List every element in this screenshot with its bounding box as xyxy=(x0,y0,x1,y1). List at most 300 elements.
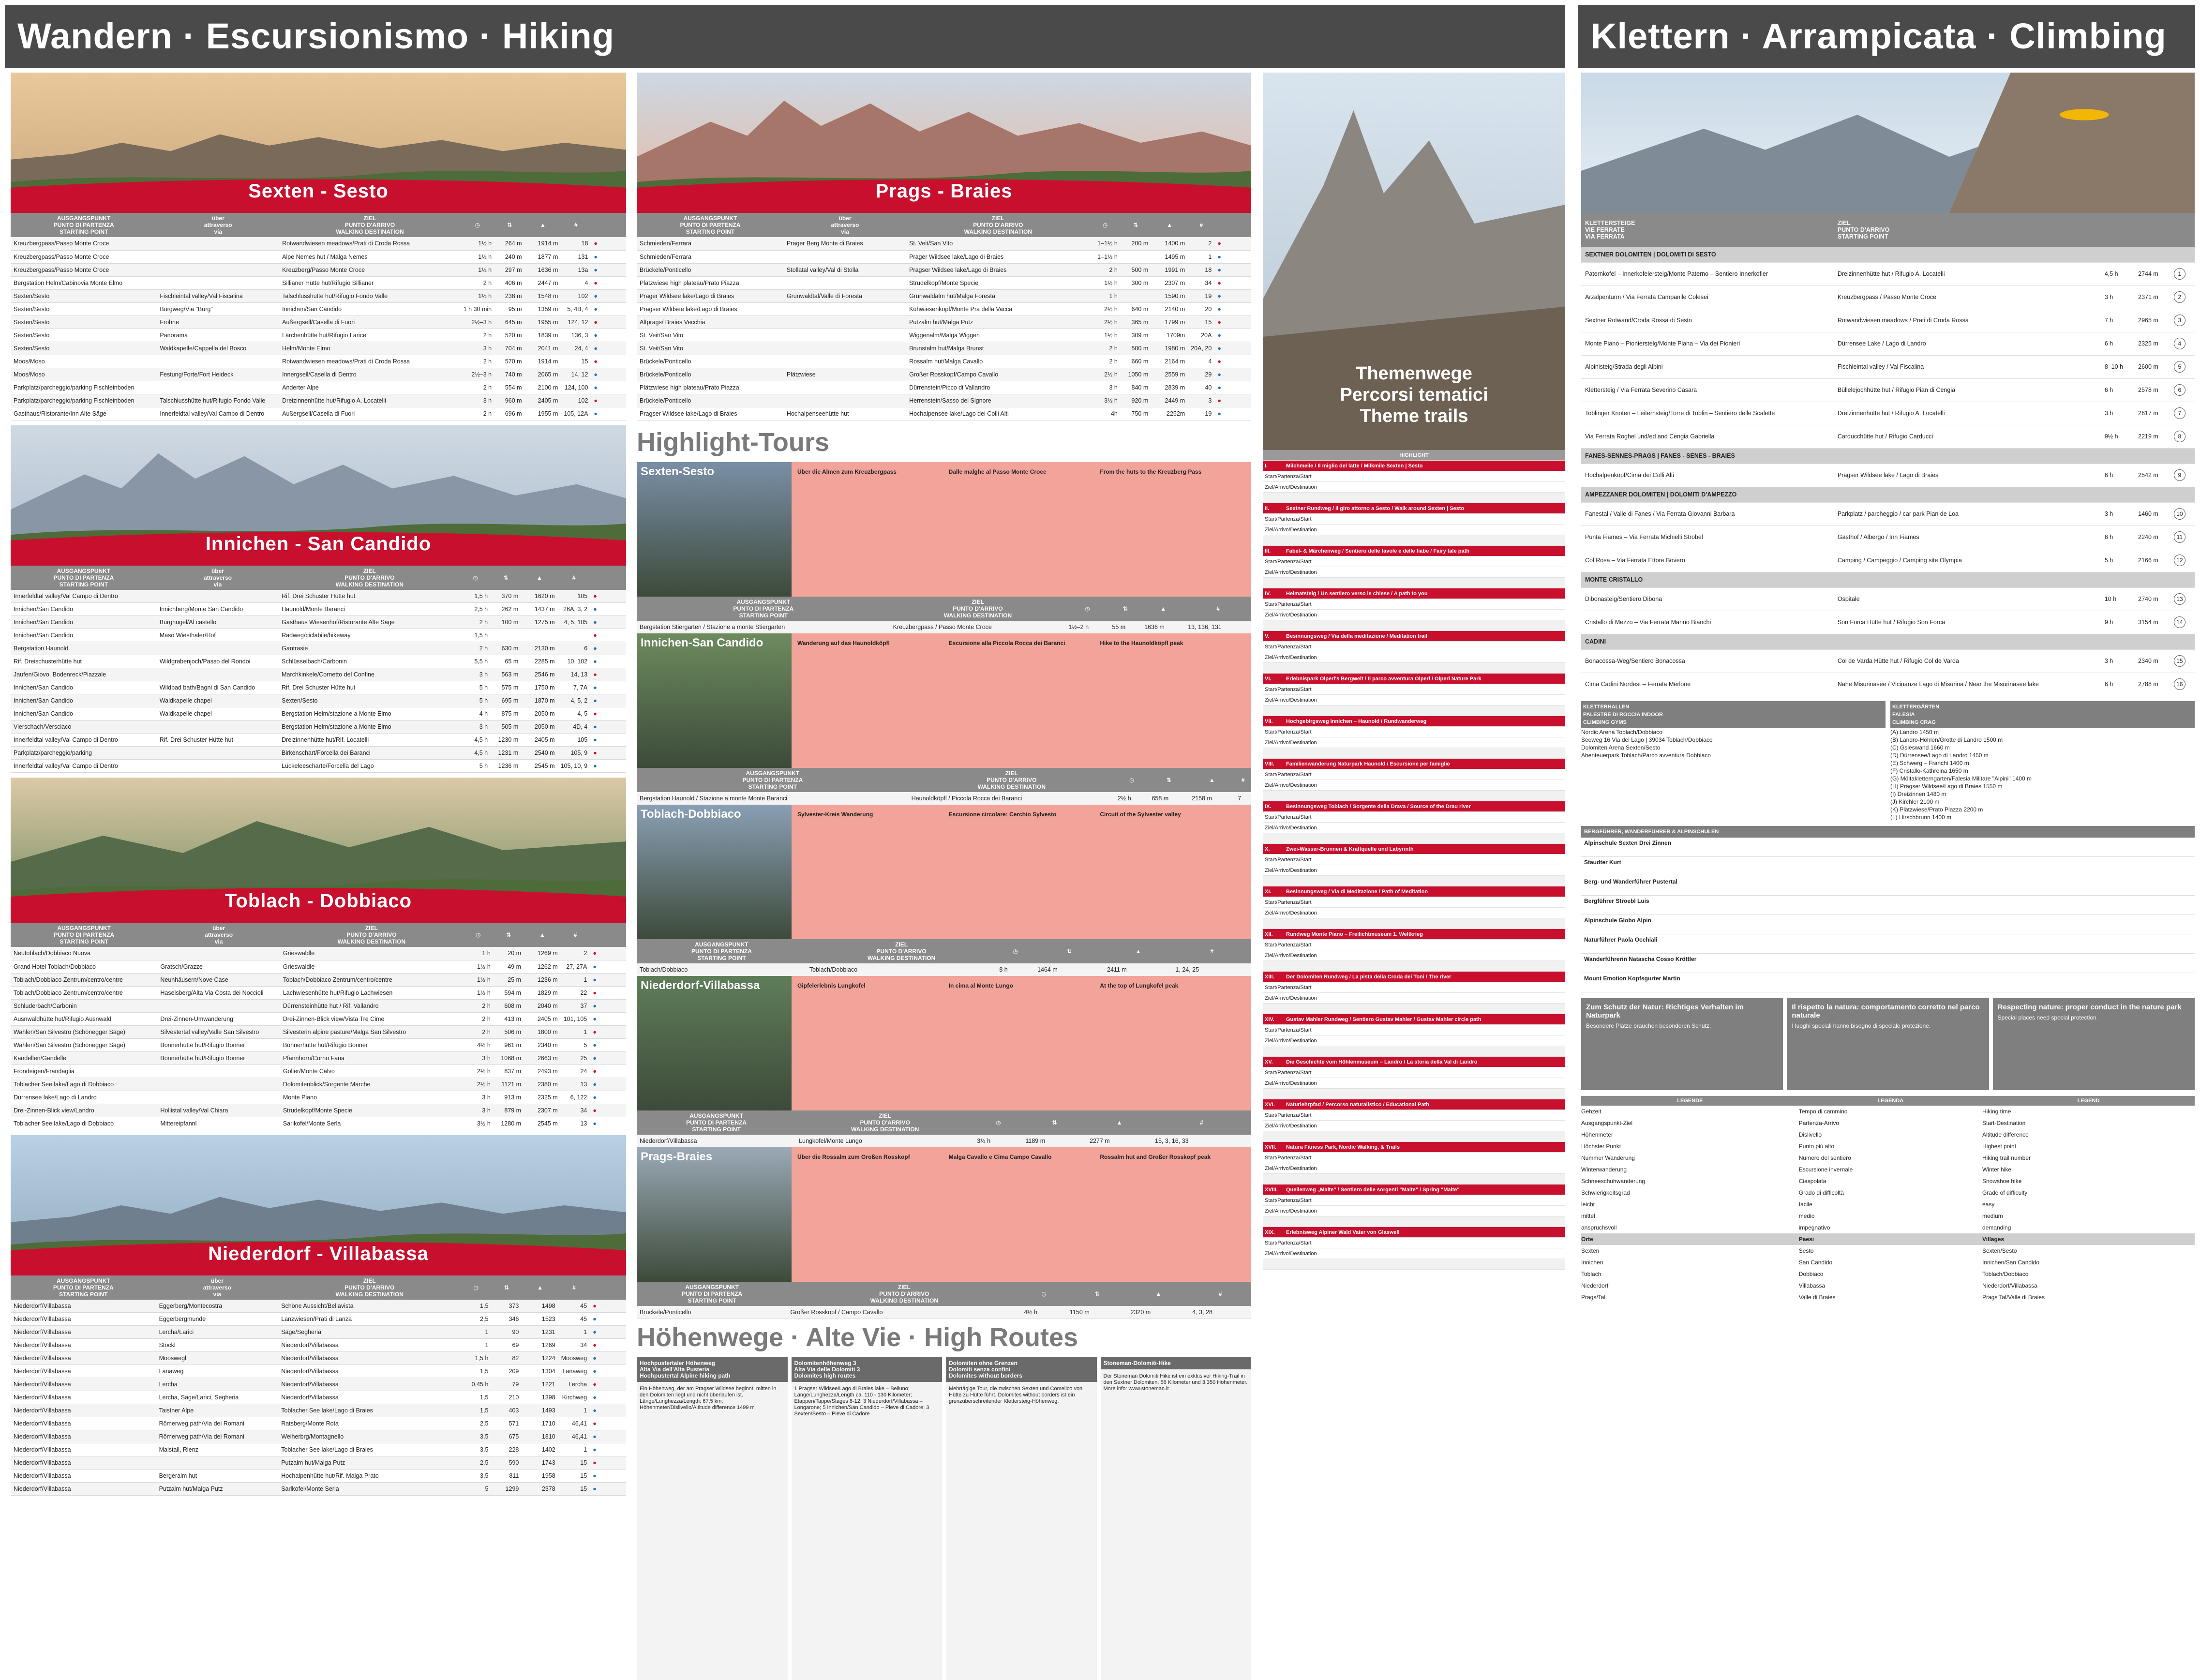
theme-trail-row[interactable] xyxy=(1263,1057,1565,1067)
table-row[interactable] xyxy=(637,289,1251,302)
theme-trail-row[interactable] xyxy=(1263,674,1565,684)
table-cell: Plätzwiese high plateau/Prato Piazza xyxy=(637,276,784,289)
table-row[interactable] xyxy=(11,276,626,289)
table-cell: Innichen/San Candido xyxy=(11,629,157,642)
tour-text-title: Gipfelerlebnis Lungkofel xyxy=(797,982,866,989)
table-cell: 640 m xyxy=(1121,302,1151,315)
tour-description xyxy=(792,462,1251,597)
climbing-row[interactable] xyxy=(1581,502,2195,525)
table-row[interactable] xyxy=(637,621,1251,634)
table-cell: 2340 m xyxy=(524,1038,561,1051)
crag-entry: (K) Plätzwiese/Prato Piazza 2200 m xyxy=(1890,806,1983,813)
via-ferrata-start: Carducchütte hut / Rifugio Carducci xyxy=(1834,425,2101,448)
theme-trail-detail xyxy=(1263,1206,1565,1216)
table-row[interactable] xyxy=(11,355,626,368)
gyms-crags xyxy=(1581,701,2195,821)
theme-trail-stats xyxy=(1263,1174,1565,1185)
legend-cell: Winterwanderung xyxy=(1581,1166,1627,1173)
table-cell: Römerweg path/Via dei Romani xyxy=(156,1430,279,1443)
table-row[interactable] xyxy=(11,1300,626,1313)
difficulty-cell xyxy=(590,616,626,629)
table-header-row xyxy=(11,1275,626,1300)
column-header: AUSGANGSPUNKT PUNTO DI PARTENZA STARTING POINT xyxy=(637,213,784,237)
high-route-column xyxy=(1101,1357,1252,1680)
table-row[interactable] xyxy=(11,1091,626,1104)
guide-entry[interactable]: Mount Emotion Kopfsgurter Martin xyxy=(1581,973,2195,992)
table-row[interactable] xyxy=(637,381,1251,394)
theme-trail-detail xyxy=(1263,1248,1565,1259)
climbing-group-name: AMPEZZANER DOLOMITEN | DOLOMITI D'AMPEZZO xyxy=(1581,487,2195,502)
table-row[interactable] xyxy=(11,999,626,1012)
guide-entry[interactable]: Staudter Kurt xyxy=(1581,857,2195,876)
column-header: ⇅ xyxy=(1121,213,1151,237)
column-header: ZIEL PUNTO D'ARRIVO WALKING DESTINATION xyxy=(807,939,996,963)
guide-entry[interactable]: Alpinschule Globo Alpin xyxy=(1581,915,2195,934)
crag-entry: (D) Dürrensee/Lago di Landro 1450 m xyxy=(1890,751,1989,759)
table-cell: 811 xyxy=(491,1470,522,1483)
table-cell: Putzalm hut/Malga Putz xyxy=(278,1456,461,1470)
highlight-tour-card[interactable] xyxy=(637,976,1251,1144)
table-cell: 3 h xyxy=(461,342,494,355)
table-row[interactable] xyxy=(11,947,626,960)
section-title: Niederdorf - Villabassa xyxy=(208,1243,429,1264)
table-cell: Pragser Wildsee lake/Lago di Braies xyxy=(637,302,784,315)
table-cell xyxy=(784,329,906,342)
table-cell: 406 m xyxy=(494,276,524,289)
table-cell: Toblach/Dobbiaco Zentrum/centro/centre xyxy=(11,986,157,999)
table-row[interactable] xyxy=(11,1313,626,1326)
high-routes-grid xyxy=(637,1357,1251,1680)
table-row[interactable] xyxy=(11,1378,626,1391)
climbing-row[interactable] xyxy=(1581,587,2195,611)
table-row[interactable] xyxy=(11,1443,626,1456)
climbing-group-row xyxy=(1581,247,2195,262)
table-row[interactable] xyxy=(11,973,626,986)
theme-trail-detail xyxy=(1263,1195,1565,1206)
table-cell: 2140 m xyxy=(1151,302,1188,315)
table-row[interactable] xyxy=(11,1104,626,1117)
table-cell xyxy=(784,276,906,289)
table-row[interactable] xyxy=(11,1065,626,1078)
table-row[interactable] xyxy=(11,642,626,655)
table-cell: Talschlusshütte hut/Rifugio Fondo Valle xyxy=(157,394,279,407)
guide-entry[interactable]: Wanderführerin Natascha Cosso Kröttler xyxy=(1581,954,2195,973)
highlight-tour-card[interactable] xyxy=(637,1147,1251,1316)
table-row[interactable] xyxy=(11,1430,626,1443)
table-row[interactable] xyxy=(637,250,1251,263)
theme-trail-row[interactable] xyxy=(1263,1142,1565,1153)
table-cell: 2065 m xyxy=(525,368,561,381)
table-row[interactable] xyxy=(11,1470,626,1483)
table-cell: 645 m xyxy=(494,315,524,329)
table-cell: 1½ h xyxy=(461,250,494,263)
table-row[interactable] xyxy=(11,1326,626,1339)
difficulty-dot-icon: ● xyxy=(1217,358,1221,365)
legend-villages-header xyxy=(1581,1233,2195,1245)
table-cell xyxy=(784,315,906,329)
highlight-tour-card[interactable] xyxy=(637,805,1251,973)
tour-photo xyxy=(637,462,792,597)
table-row[interactable] xyxy=(11,289,626,302)
tour-photo-label: Innichen-San Candido xyxy=(641,636,763,649)
table-row[interactable] xyxy=(637,355,1251,368)
table-row[interactable] xyxy=(11,655,626,668)
detail-label: Ziel/Arrivo/Destination xyxy=(1265,1250,1317,1257)
table-cell: 1–1½ h xyxy=(1090,237,1121,250)
table-cell: 102 xyxy=(561,289,591,302)
theme-trail-name: Der Dolomiten Rundweg / La pista della Croda dei Toni / The river xyxy=(1286,974,1452,980)
table-row[interactable] xyxy=(637,276,1251,289)
column-header: ◷ xyxy=(1065,597,1109,621)
climbing-row[interactable] xyxy=(1581,355,2195,378)
table-cell: 1236 m xyxy=(491,760,521,773)
table-cell xyxy=(157,263,279,276)
table-row[interactable] xyxy=(637,329,1251,342)
table-row[interactable] xyxy=(11,590,626,603)
high-route-body: Der Stoneman Dolomiti Hike ist ein exklusiver Hiking-Trail in den Sextner Dolomiten. 56 Kilometer und 3.350 Höhenmeter. More info: www.stoneman.it xyxy=(1103,1373,1248,1392)
column-header: # xyxy=(561,213,591,237)
map-number-icon: 6 xyxy=(2174,384,2185,396)
theme-trails-photo xyxy=(1263,73,1565,450)
highlight-tour-card[interactable] xyxy=(637,633,1251,802)
via-ferrata-altitude: 2740 m xyxy=(2134,587,2170,611)
table-row[interactable] xyxy=(11,315,626,329)
table-cell: Panorama xyxy=(157,329,279,342)
table-cell: 1231 m xyxy=(491,747,521,760)
table-row[interactable] xyxy=(11,237,626,250)
via-ferrata-start: Col de Varda Hütte hut / Rifugio Col de Varda xyxy=(1834,649,2101,673)
table-row[interactable] xyxy=(11,302,626,315)
table-cell: Innichen/San Candido xyxy=(11,681,157,694)
tour-description xyxy=(792,976,1251,1110)
theme-trail-row[interactable] xyxy=(1263,1227,1565,1238)
table-row[interactable] xyxy=(637,792,1251,805)
spacer xyxy=(11,1130,626,1135)
theme-trail-name: Erlebnisweg Alpiner Wald Vater von Glaswell xyxy=(1286,1229,1400,1235)
table-row[interactable] xyxy=(11,694,626,707)
table-row[interactable] xyxy=(637,342,1251,355)
difficulty-dot-icon: ● xyxy=(593,1329,597,1335)
legend-cell: easy xyxy=(1982,1200,1995,1208)
table-cell: 2½ h xyxy=(463,1078,494,1091)
table-row[interactable] xyxy=(11,707,626,720)
column-header: ◷ xyxy=(461,566,491,590)
table-row[interactable] xyxy=(637,315,1251,329)
via-ferrata-name: Paternkofel – Innerkofelersteig/Monte Paterno – Sentiero Innerkofler xyxy=(1581,262,1834,285)
theme-trail-detail xyxy=(1263,556,1565,567)
table-row[interactable] xyxy=(11,1404,626,1417)
via-ferrata-start: Dreizinnenhütte hut / Rifugio A. Locatelli xyxy=(1834,402,2101,425)
theme-trail-detail xyxy=(1263,642,1565,652)
climbing-row[interactable] xyxy=(1581,332,2195,355)
table-row[interactable] xyxy=(11,668,626,681)
table-cell: 1359 m xyxy=(525,302,561,315)
tour-text-column xyxy=(949,640,1094,761)
detail-label: Start/Partenza/Start xyxy=(1265,942,1312,948)
column-header: # xyxy=(1189,1282,1251,1306)
climbing-row[interactable] xyxy=(1581,309,2195,332)
guide-entry[interactable]: Naturführer Paola Occhiali xyxy=(1581,934,2195,954)
table-cell: 15 xyxy=(561,355,591,368)
guide-entry[interactable]: Berg- und Wanderführer Pustertal xyxy=(1581,876,2195,896)
table-cell: Bergstation Helm/stazione a Monte Elmo xyxy=(279,707,460,720)
table-cell: Maistall, Rienz xyxy=(156,1443,279,1456)
theme-trail-row[interactable] xyxy=(1263,1014,1565,1025)
table-cell: Waldkapelle chapel xyxy=(157,694,279,707)
table-row[interactable] xyxy=(11,760,626,773)
via-ferrata-number-cell xyxy=(2170,402,2195,425)
table-cell: Pragser Wildsee lake/Lago di Braies xyxy=(906,263,1090,276)
theme-trail-row[interactable] xyxy=(1263,844,1565,855)
guide-entry[interactable]: Bergführer Stroebl Luis xyxy=(1581,896,2195,915)
table-cell: Silvestertal valley/Valle San Silvestro xyxy=(157,1025,280,1038)
table-cell: Bergstation Stiergarten / Stazione a monte Stiergarten xyxy=(637,621,890,634)
table-row[interactable] xyxy=(11,1038,626,1051)
theme-trail-detail xyxy=(1263,471,1565,482)
table-row[interactable] xyxy=(11,263,626,276)
table-row[interactable] xyxy=(11,734,626,747)
table-cell: 1304 xyxy=(522,1365,558,1378)
table-row[interactable] xyxy=(11,747,626,760)
table-cell: 7 xyxy=(1235,792,1251,805)
legend-col: Villages xyxy=(1982,1233,2195,1245)
table-row[interactable] xyxy=(11,1391,626,1404)
tour-text-column xyxy=(949,983,1094,1104)
table-row[interactable] xyxy=(11,1339,626,1352)
table-cell: Bergstation Helm/Cabinovia Monte Elmo xyxy=(11,276,157,289)
table-row[interactable] xyxy=(637,963,1251,976)
table-row[interactable] xyxy=(637,237,1251,250)
table-row[interactable] xyxy=(11,1483,626,1496)
table-cell: Moosweg xyxy=(558,1352,590,1365)
table-row[interactable] xyxy=(11,1365,626,1378)
table-cell: Drei-Zinnen-Umwanderung xyxy=(157,1012,280,1025)
table-row[interactable] xyxy=(637,1306,1251,1319)
theme-trail-name: Rundweg Monte Piano – Freilichtmuseum 1. Weltkrieg xyxy=(1286,931,1423,937)
climbing-row[interactable] xyxy=(1581,464,2195,487)
table-row[interactable] xyxy=(637,394,1251,407)
theme-trail-row[interactable] xyxy=(1263,503,1565,514)
table-row[interactable] xyxy=(11,394,626,407)
table-cell: 2½ h xyxy=(1090,302,1121,315)
table-cell: 3,5 xyxy=(461,1470,491,1483)
theme-trail-row[interactable] xyxy=(1263,631,1565,642)
table-cell xyxy=(157,276,279,289)
table-cell: 563 m xyxy=(491,668,521,681)
map-number-icon: 1 xyxy=(2174,268,2185,280)
table-cell: Rif. Drei Schuster Hütte hut xyxy=(279,681,460,694)
theme-trail-row[interactable] xyxy=(1263,929,1565,940)
theme-trail-row[interactable] xyxy=(1263,801,1565,812)
table-cell: 15 xyxy=(558,1456,590,1470)
table-cell: Rotwandwiesen meadows/Prati di Croda Rossa xyxy=(279,355,461,368)
table-cell: 520 m xyxy=(494,329,524,342)
climbing-row[interactable] xyxy=(1581,611,2195,634)
table-row[interactable] xyxy=(637,1135,1251,1148)
table-cell: Plätzwiese high plateau/Prato Piazza xyxy=(637,381,784,394)
table-cell: 0,45 h xyxy=(461,1378,491,1391)
hiking-header: Wandern · Escursionismo · Hiking xyxy=(5,5,1565,68)
theme-trail-row[interactable] xyxy=(1263,886,1565,897)
detail-label: Start/Partenza/Start xyxy=(1265,1112,1312,1118)
theme-trail-detail xyxy=(1263,1163,1565,1174)
table-row[interactable] xyxy=(637,263,1251,276)
table-row[interactable] xyxy=(11,407,626,420)
difficulty-dot-icon: ● xyxy=(593,1485,597,1492)
guide-entry[interactable]: Alpinschule Sexten Drei Zinnen xyxy=(1581,838,2195,857)
climbing-row[interactable] xyxy=(1581,378,2195,402)
difficulty-dot-icon: ● xyxy=(593,671,597,678)
table-row[interactable] xyxy=(637,368,1251,381)
theme-trail-row[interactable] xyxy=(1263,588,1565,599)
via-ferrata-start: Dreizinnenhütte hut / Rifugio A. Locatelli xyxy=(1834,262,2101,285)
legend-cell: mittel xyxy=(1581,1212,1595,1219)
table-cell: 49 m xyxy=(494,960,524,973)
climbing-row[interactable] xyxy=(1581,549,2195,572)
climbing-row[interactable] xyxy=(1581,285,2195,309)
climbing-row[interactable] xyxy=(1581,262,2195,285)
highlight-tour-card[interactable] xyxy=(637,462,1251,630)
difficulty-cell xyxy=(590,1326,626,1339)
difficulty-dot-icon: ● xyxy=(1217,240,1221,247)
via-ferrata-name: Arzalpenturm / Via Ferrata Campanile Colesei xyxy=(1581,285,1834,309)
via-ferrata-number-cell xyxy=(2170,332,2195,355)
theme-trail-row[interactable] xyxy=(1263,759,1565,769)
difficulty-dot-icon: ● xyxy=(1217,384,1221,391)
climbing-header: Klettern · Arrampicata · Climbing xyxy=(1578,5,2195,68)
climbing-row[interactable] xyxy=(1581,425,2195,448)
table-row[interactable] xyxy=(11,250,626,263)
map-number-icon: 14 xyxy=(2174,616,2185,628)
table-cell: 3 h xyxy=(1090,381,1121,394)
table-row[interactable] xyxy=(11,720,626,734)
via-ferrata-start: Gasthof / Albergo / Inn Fiames xyxy=(1834,525,2101,549)
legend-cell: Partenza-Arrivo xyxy=(1798,1119,1840,1126)
table-cell: 1955 m xyxy=(525,315,561,329)
difficulty-cell xyxy=(1214,407,1251,420)
table-row[interactable] xyxy=(637,302,1251,315)
table-row[interactable] xyxy=(637,407,1251,420)
table-row[interactable] xyxy=(11,1051,626,1065)
via-ferrata-altitude: 2340 m xyxy=(2134,649,2170,673)
table-cell: 1½ h xyxy=(461,289,494,302)
table-cell: 3 h xyxy=(461,720,491,734)
via-ferrata-name: Hochalpenkopf/Cima dei Colli Alti xyxy=(1581,464,1834,487)
via-ferrata-start: Nähe Misurinasee / Vicinanze Lago di Misurina / Near the Misurinasee lake xyxy=(1834,673,2101,696)
theme-trail-row[interactable] xyxy=(1263,1099,1565,1110)
spacer xyxy=(11,773,626,778)
theme-trail-stats xyxy=(1263,705,1565,716)
detail-label: Ziel/Arrivo/Destination xyxy=(1265,910,1317,916)
table-row[interactable] xyxy=(11,603,626,616)
table-cell: Sexten/Sesto xyxy=(11,315,157,329)
table-row[interactable] xyxy=(11,381,626,394)
detail-label: Start/Partenza/Start xyxy=(1265,1027,1312,1033)
climbing-row[interactable] xyxy=(1581,673,2195,696)
table-row[interactable] xyxy=(11,1025,626,1038)
crag-entry: (A) Landro 1450 m xyxy=(1890,728,1939,735)
table-row[interactable] xyxy=(11,1078,626,1091)
theme-trail-row[interactable] xyxy=(1263,1185,1565,1195)
table-row[interactable] xyxy=(11,329,626,342)
difficulty-cell xyxy=(591,355,626,368)
table-row[interactable] xyxy=(11,342,626,355)
table-cell: Niederdorf/Villabassa xyxy=(11,1391,156,1404)
table-cell: 840 m xyxy=(1121,381,1151,394)
table-cell: 1280 m xyxy=(494,1117,524,1130)
table-row[interactable] xyxy=(11,368,626,381)
table-row[interactable] xyxy=(11,629,626,642)
table-cell: Außergsell/Casella di Fuori xyxy=(279,315,461,329)
table-row[interactable] xyxy=(11,616,626,629)
table-row[interactable] xyxy=(11,1456,626,1470)
table-row[interactable] xyxy=(11,1417,626,1430)
table-row[interactable] xyxy=(11,681,626,694)
table-cell: 4 xyxy=(561,276,591,289)
table-cell xyxy=(157,720,279,734)
theme-trail-row[interactable] xyxy=(1263,716,1565,727)
table-cell: 2285 m xyxy=(521,655,557,668)
table-cell: Mittereipfannl xyxy=(157,1117,280,1130)
protection-title: Il rispetto la natura: comportamento corretto nel parco naturale xyxy=(1792,1003,1980,1020)
table-cell: 4,5 h xyxy=(461,747,491,760)
difficulty-cell xyxy=(1214,237,1251,250)
difficulty-dot-icon: ● xyxy=(593,1459,597,1466)
protection-title: Zum Schutz der Natur: Richtiges Verhalten im Naturpark xyxy=(1586,1003,1744,1020)
table-cell: 136, 3 xyxy=(561,329,591,342)
table-row[interactable] xyxy=(11,986,626,999)
legend-cell: Escursione invernale xyxy=(1798,1166,1853,1173)
difficulty-cell xyxy=(590,681,626,694)
detail-label: Start/Partenza/Start xyxy=(1265,729,1312,735)
climbing-row[interactable] xyxy=(1581,649,2195,673)
table-cell: 101, 105 xyxy=(561,1012,590,1025)
table-cell: Gasthaus/Ristorante/Inn Alte Säge xyxy=(11,407,157,420)
table-cell: Sexten/Sesto xyxy=(11,289,157,302)
crag-entry: (B) Landro-Höhlen/Grotte di Landro 1500 m xyxy=(1890,736,2003,743)
table-cell: 2411 m xyxy=(1104,963,1172,976)
column-header: # xyxy=(1152,1110,1251,1135)
table-cell: Neunhäusern/Nove Case xyxy=(157,973,280,986)
table-cell: Innergsell/Casella di Dentro xyxy=(279,368,461,381)
table-row[interactable] xyxy=(11,1117,626,1130)
table-cell: 1800 m xyxy=(524,1025,561,1038)
table-cell xyxy=(784,250,906,263)
via-ferrata-name: Col Rosa – Via Ferrata Ettore Bovero xyxy=(1581,549,1834,572)
detail-label: Start/Partenza/Start xyxy=(1265,1197,1312,1203)
theme-trail-row[interactable] xyxy=(1263,972,1565,982)
table-row[interactable] xyxy=(11,1012,626,1025)
column-header: ZIEL PUNTO D'ARRIVO WALKING DESTINATION xyxy=(279,566,460,590)
theme-trail-number: XVIII. xyxy=(1265,1186,1278,1193)
legend-cell: Niederdorf xyxy=(1581,1282,1609,1289)
protection-body: I luoghi speciali hanno bisogno di speciale protezione. xyxy=(1792,1022,1931,1029)
table-row[interactable] xyxy=(11,960,626,973)
via-ferrata-name: Toblinger Knoten – Leiternsteig/Torre di Toblin – Sentiero delle Scalette xyxy=(1581,402,1834,425)
difficulty-dot-icon: ● xyxy=(1217,371,1221,378)
theme-trail-row[interactable] xyxy=(1263,546,1565,556)
table-cell: 365 m xyxy=(1121,315,1151,329)
via-ferrata-altitude: 2965 m xyxy=(2134,309,2170,332)
climbing-row[interactable] xyxy=(1581,525,2195,549)
climbing-row[interactable] xyxy=(1581,402,2195,425)
via-ferrata-name: Cima Cadini Nordest – Ferrata Merlone xyxy=(1581,673,1834,696)
climbing-header-row xyxy=(1581,213,2195,247)
theme-trail-row[interactable] xyxy=(1263,461,1565,471)
table-cell: 3 h xyxy=(461,394,494,407)
table-cell: 20A xyxy=(1188,329,1214,342)
table-row[interactable] xyxy=(11,1352,626,1365)
